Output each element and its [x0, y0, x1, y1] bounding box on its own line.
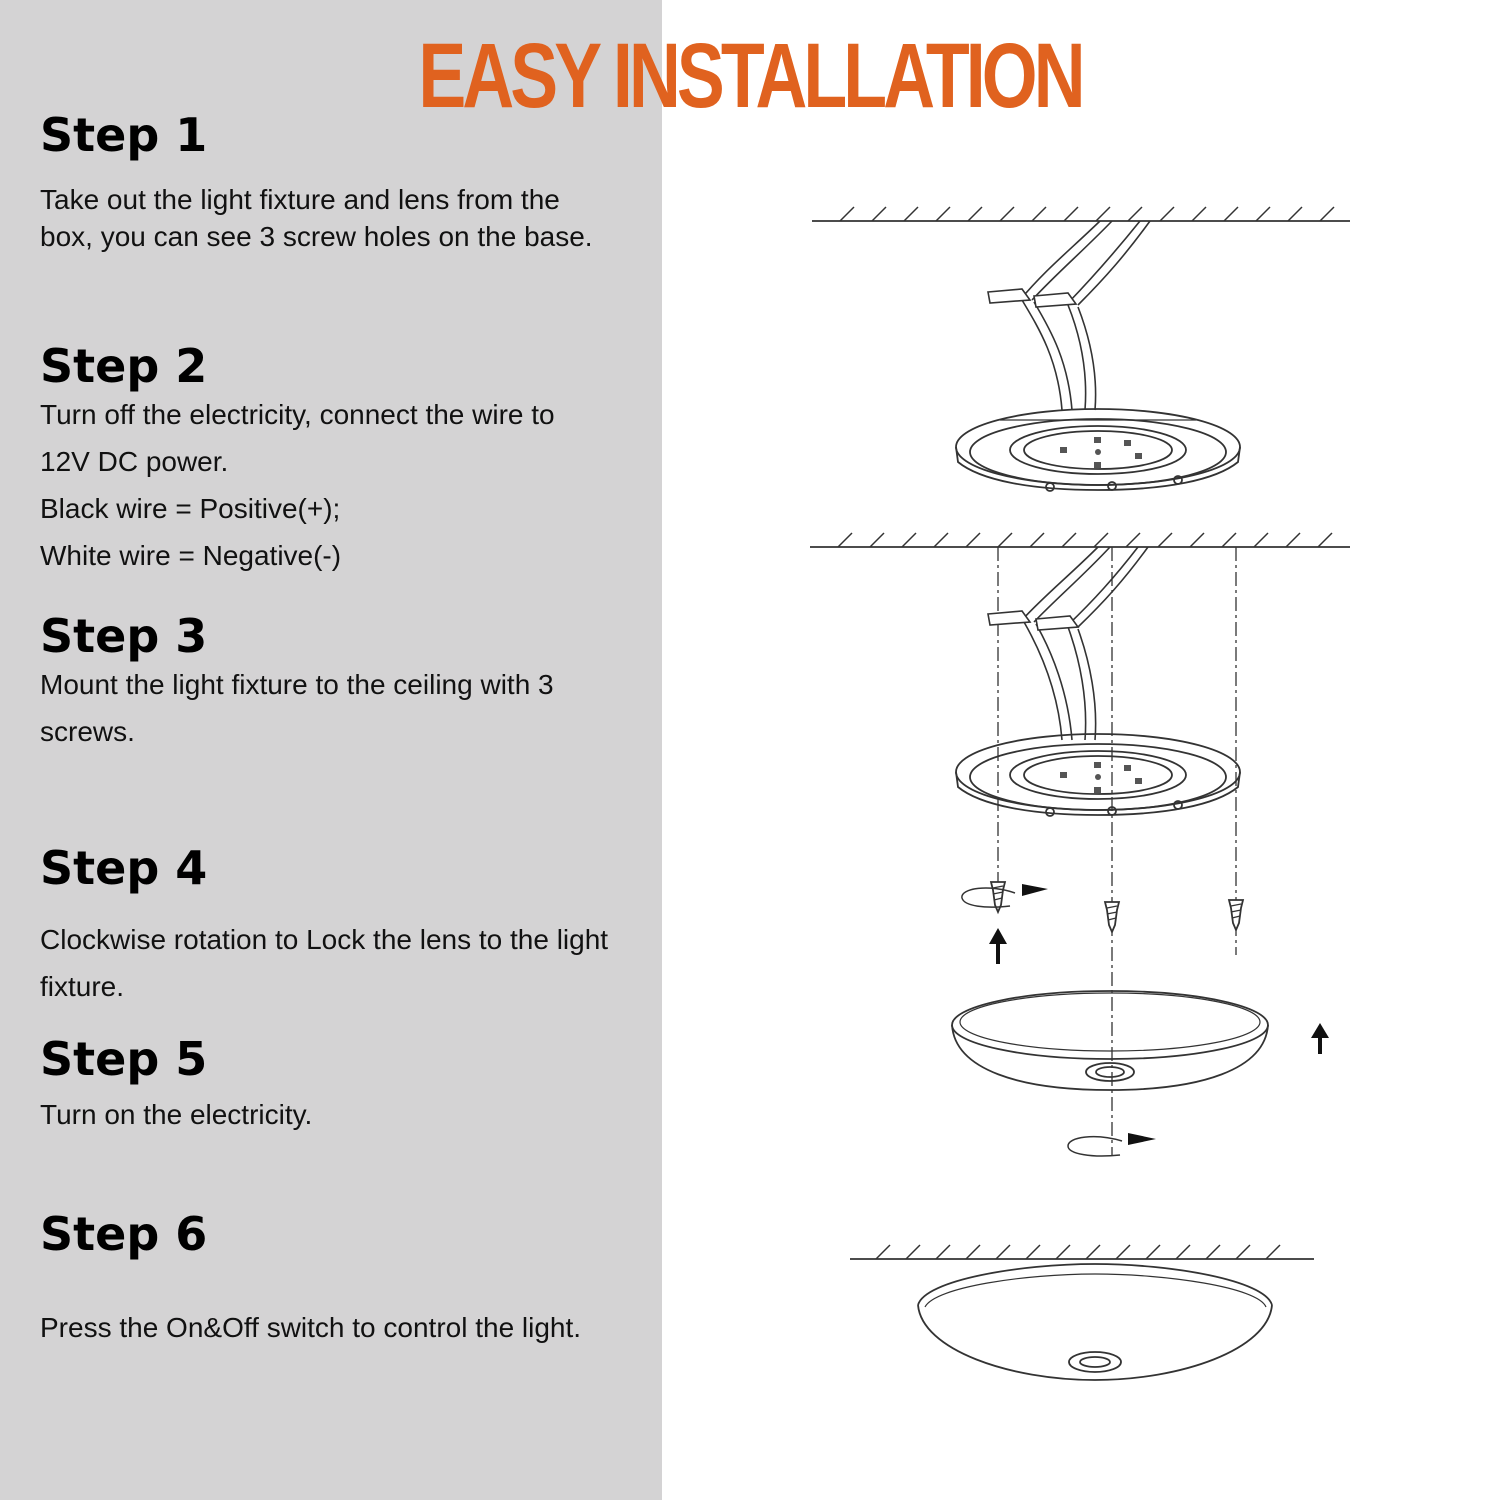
step-heading: Step 5: [40, 1032, 208, 1086]
step-text-line: Turn off the electricity, connect the wire to: [40, 399, 555, 430]
screw-icon: [1105, 902, 1119, 932]
step-text-line: fixture.: [40, 971, 125, 1002]
step-description: [40, 661, 655, 755]
step-text-line: Mount the light fixture to the ceiling with 3: [40, 669, 554, 700]
step-description: [40, 1309, 655, 1346]
step-text-line: Turn on the electricity.: [40, 1099, 313, 1130]
up-arrow-icon: [989, 928, 1007, 964]
installation-diagram: [662, 0, 1500, 1500]
wires-2: [988, 547, 1148, 740]
step-4: [40, 841, 655, 1010]
step-heading: Step 4: [40, 841, 208, 895]
step-text-line: White wire = Negative(-): [40, 540, 342, 571]
step-heading: Step 3: [40, 609, 208, 663]
step-heading: Step 2: [40, 339, 208, 393]
step-description: [40, 391, 655, 579]
ceiling-3: [850, 1245, 1314, 1259]
step-5: [40, 1032, 655, 1133]
screw-icon: [1229, 900, 1243, 930]
page-title: EASY INSTALLATION: [418, 25, 1082, 127]
up-arrow-icon: [1311, 1023, 1329, 1054]
step-text-line: box, you can see 3 screw holes on the base.: [40, 221, 593, 252]
step-description: [40, 181, 655, 255]
step-1: [40, 108, 655, 255]
fixture-base-1: [956, 409, 1240, 491]
rotate-arrow-icon: [962, 884, 1048, 907]
ceiling-1: [812, 207, 1350, 221]
step-text-line: Take out the light fixture and lens from the: [40, 184, 560, 215]
step-description: [40, 1096, 655, 1133]
step-description: [40, 916, 655, 1010]
step-text-line: Black wire = Positive(+);: [40, 493, 341, 524]
wires-1: [988, 221, 1150, 410]
ceiling-2: [810, 533, 1350, 547]
step-text-line: 12V DC power.: [40, 446, 229, 477]
step-3: [40, 609, 655, 755]
lens-cover: [952, 991, 1268, 1090]
installed-light: [918, 1264, 1272, 1380]
step-heading: Step 6: [40, 1207, 208, 1261]
step-heading: Step 1: [40, 108, 208, 162]
step-6: [40, 1207, 655, 1346]
step-text-line: Press the On&Off switch to control the light.: [40, 1312, 582, 1343]
step-2: [40, 339, 655, 579]
step-text-line: screws.: [40, 716, 135, 747]
step-text-line: Clockwise rotation to Lock the lens to the light: [40, 924, 609, 955]
